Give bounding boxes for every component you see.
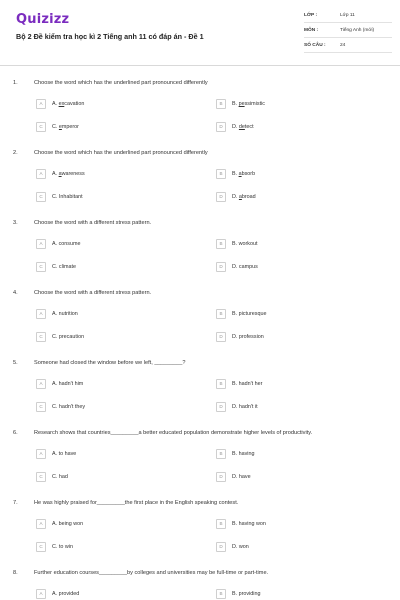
question-text: Choose the word with a different stress pattern. — [34, 220, 152, 226]
answer-option-d[interactable] — [216, 332, 376, 344]
meta-row-class — [304, 10, 392, 23]
answer-option-c[interactable] — [36, 472, 196, 484]
option-text — [52, 194, 83, 200]
question-text: Further education courses_________by colleges and universities may be full-time or part-time. — [34, 570, 269, 576]
question-number: 8. — [13, 570, 18, 576]
option-text — [52, 264, 76, 270]
option-rest: B. having — [232, 451, 255, 457]
question-number: 1. — [13, 80, 18, 86]
option-letter-box: C — [36, 262, 46, 272]
option-rest: C. hadn't they — [52, 404, 86, 410]
answer-option-d[interactable] — [216, 262, 376, 274]
answer-option-b[interactable] — [216, 309, 376, 321]
option-rest: wareness — [61, 171, 85, 177]
question-number: 4. — [13, 290, 18, 296]
option-text — [52, 311, 78, 317]
option-text — [232, 404, 258, 410]
answer-option-b[interactable] — [216, 169, 376, 181]
option-text — [232, 474, 251, 480]
option-letter-box: A — [36, 169, 46, 179]
option-text — [52, 171, 85, 177]
answer-option-b[interactable] — [216, 449, 376, 461]
option-rest: A. consume — [52, 241, 81, 247]
answer-option-a[interactable] — [36, 589, 196, 600]
option-rest: B. workout — [232, 241, 258, 247]
answer-option-c[interactable] — [36, 262, 196, 274]
option-text — [232, 381, 262, 387]
option-text — [232, 171, 255, 177]
option-text — [52, 474, 68, 480]
option-letter-box: C — [36, 122, 46, 132]
option-rest: ssimistic — [244, 101, 265, 107]
meta-label: MÔN : — [304, 28, 319, 33]
meta-value: Tiếng Anh (mới) — [340, 28, 375, 33]
option-rest: B. providing — [232, 591, 261, 597]
option-letter-box: C — [36, 402, 46, 412]
answer-option-b[interactable] — [216, 379, 376, 391]
option-rest: D. won — [232, 544, 249, 550]
option-letter-box: C — [36, 472, 46, 482]
meta-label: SỐ CÂU : — [304, 43, 326, 48]
option-text — [52, 404, 85, 410]
option-underlined-part: a — [58, 171, 62, 177]
question-text: Choose the word which has the underlined part pronounced differently — [34, 80, 208, 86]
option-text — [52, 451, 76, 457]
option-rest: C. had — [52, 474, 68, 480]
option-prefix: A. — [52, 101, 59, 107]
question-text: Choose the word which has the underlined part pronounced differently — [34, 150, 208, 156]
option-rest: D. have — [232, 474, 251, 480]
quizizz-logo: Quizizz — [16, 12, 70, 27]
question-text: Research shows that countries_________a better educated population demonstrate higher levels of productivity. — [34, 430, 313, 436]
option-rest: mperor — [61, 124, 79, 130]
question-number: 6. — [13, 430, 18, 436]
option-prefix: A. — [52, 171, 59, 177]
answer-option-a[interactable] — [36, 99, 196, 111]
option-rest: Inhabitant — [58, 194, 83, 200]
option-letter-box: A — [36, 379, 46, 389]
option-letter-box: C — [36, 542, 46, 552]
option-rest: cavation — [64, 101, 85, 107]
question-block — [0, 500, 400, 560]
option-letter-box: A — [36, 449, 46, 459]
answer-option-c[interactable] — [36, 332, 196, 344]
option-prefix: D. — [232, 124, 239, 130]
option-letter-box: C — [36, 192, 46, 202]
option-underlined-part: e — [58, 124, 62, 130]
option-letter-box: B — [216, 519, 226, 529]
option-text — [232, 124, 254, 130]
option-rest: C. precaution — [52, 334, 85, 340]
option-letter-box: B — [216, 589, 226, 599]
answer-option-b[interactable] — [216, 99, 376, 111]
option-letter-box: A — [36, 99, 46, 109]
option-rest: broad — [241, 194, 256, 200]
option-prefix: B. — [232, 171, 239, 177]
answer-option-c[interactable] — [36, 402, 196, 414]
option-text — [232, 544, 249, 550]
meta-row-subject — [304, 25, 392, 38]
question-block — [0, 290, 400, 350]
option-rest: D. profession — [232, 334, 264, 340]
option-letter-box: B — [216, 239, 226, 249]
option-underlined-part: ex — [58, 101, 65, 107]
question-text: Someone had closed the window before we left, _________? — [34, 360, 186, 366]
question-text: Choose the word with a different stress pattern. — [34, 290, 152, 296]
answer-option-d[interactable] — [216, 472, 376, 484]
question-block — [0, 220, 400, 280]
option-rest: tect — [244, 124, 254, 130]
option-text — [232, 194, 256, 200]
answer-option-c[interactable] — [36, 542, 196, 554]
option-letter-box: A — [36, 309, 46, 319]
answer-option-d[interactable] — [216, 402, 376, 414]
option-text — [232, 311, 266, 317]
option-rest: B. picturesque — [232, 311, 267, 317]
answer-option-b[interactable] — [216, 589, 376, 600]
option-text — [52, 544, 73, 550]
option-rest: D. campus — [232, 264, 258, 270]
answer-option-a[interactable] — [36, 449, 196, 461]
question-number: 3. — [13, 220, 18, 226]
option-letter-box: B — [216, 309, 226, 319]
option-text — [52, 521, 83, 527]
meta-row-count — [304, 40, 392, 53]
option-text — [232, 521, 266, 527]
option-letter-box: D — [216, 262, 226, 272]
question-number: 7. — [13, 500, 18, 506]
answer-option-d[interactable] — [216, 542, 376, 554]
option-text — [232, 101, 265, 107]
option-rest: A. hadn't him — [52, 381, 84, 387]
option-text — [232, 451, 254, 457]
question-block — [0, 80, 400, 140]
option-letter-box: B — [216, 99, 226, 109]
option-text — [52, 381, 83, 387]
option-rest: A. to have — [52, 451, 77, 457]
answer-option-a[interactable] — [36, 379, 196, 391]
option-underlined-part: a — [238, 171, 242, 177]
option-text — [52, 334, 84, 340]
option-prefix: C. — [52, 194, 59, 200]
question-block — [0, 430, 400, 490]
option-rest: D. hadn't it — [232, 404, 258, 410]
option-rest: C. to win — [52, 544, 73, 550]
document-title: Bộ 2 Đề kiểm tra học kì 2 Tiếng anh 11 có đáp án - Đề 1 — [16, 32, 204, 41]
option-text — [232, 241, 257, 247]
answer-option-d[interactable] — [216, 192, 376, 204]
answer-option-a[interactable] — [36, 519, 196, 531]
answer-option-b[interactable] — [216, 519, 376, 531]
option-letter-box: D — [216, 122, 226, 132]
option-letter-box: B — [216, 379, 226, 389]
option-letter-box: D — [216, 192, 226, 202]
option-letter-box: A — [36, 239, 46, 249]
option-letter-box: B — [216, 169, 226, 179]
option-text — [232, 591, 260, 597]
option-letter-box: C — [36, 332, 46, 342]
option-rest: A. provided — [52, 591, 80, 597]
answer-option-c[interactable] — [36, 122, 196, 134]
meta-value: 24 — [340, 43, 346, 48]
option-letter-box: B — [216, 449, 226, 459]
option-underlined-part: de — [238, 124, 245, 130]
option-text — [232, 334, 264, 340]
option-text — [232, 264, 258, 270]
option-text — [52, 124, 79, 130]
page-header — [0, 0, 400, 66]
option-letter-box: D — [216, 332, 226, 342]
option-rest: B. hadn't her — [232, 381, 263, 387]
question-block — [0, 150, 400, 210]
option-text — [52, 241, 80, 247]
question-number: 5. — [13, 360, 18, 366]
option-letter-box: D — [216, 472, 226, 482]
option-text — [52, 591, 79, 597]
answer-option-c[interactable] — [36, 192, 196, 204]
option-letter-box: D — [216, 542, 226, 552]
answer-option-a[interactable] — [36, 239, 196, 251]
option-rest: A. nutrition — [52, 311, 78, 317]
option-prefix: B. — [232, 101, 239, 107]
option-prefix: C. — [52, 124, 59, 130]
option-rest: A. being won — [52, 521, 84, 527]
answer-option-a[interactable] — [36, 169, 196, 181]
answer-option-d[interactable] — [216, 122, 376, 134]
option-letter-box: A — [36, 519, 46, 529]
option-underlined-part: a — [238, 194, 242, 200]
option-underlined-part: pe — [238, 101, 245, 107]
meta-label: LỚP : — [304, 13, 318, 18]
question-number: 2. — [13, 150, 18, 156]
answer-option-b[interactable] — [216, 239, 376, 251]
question-block — [0, 570, 400, 600]
option-prefix: D. — [232, 194, 239, 200]
option-rest: B. having won — [232, 521, 266, 527]
question-block — [0, 360, 400, 420]
meta-value: Lớp 11 — [340, 13, 355, 18]
option-rest: C. climate — [52, 264, 76, 270]
question-text: He was highly praised for_________the first place in the English speaking contest. — [34, 500, 239, 506]
option-rest: bsorb — [241, 171, 256, 177]
option-text — [52, 101, 84, 107]
option-letter-box: D — [216, 402, 226, 412]
option-letter-box: A — [36, 589, 46, 599]
answer-option-a[interactable] — [36, 309, 196, 321]
